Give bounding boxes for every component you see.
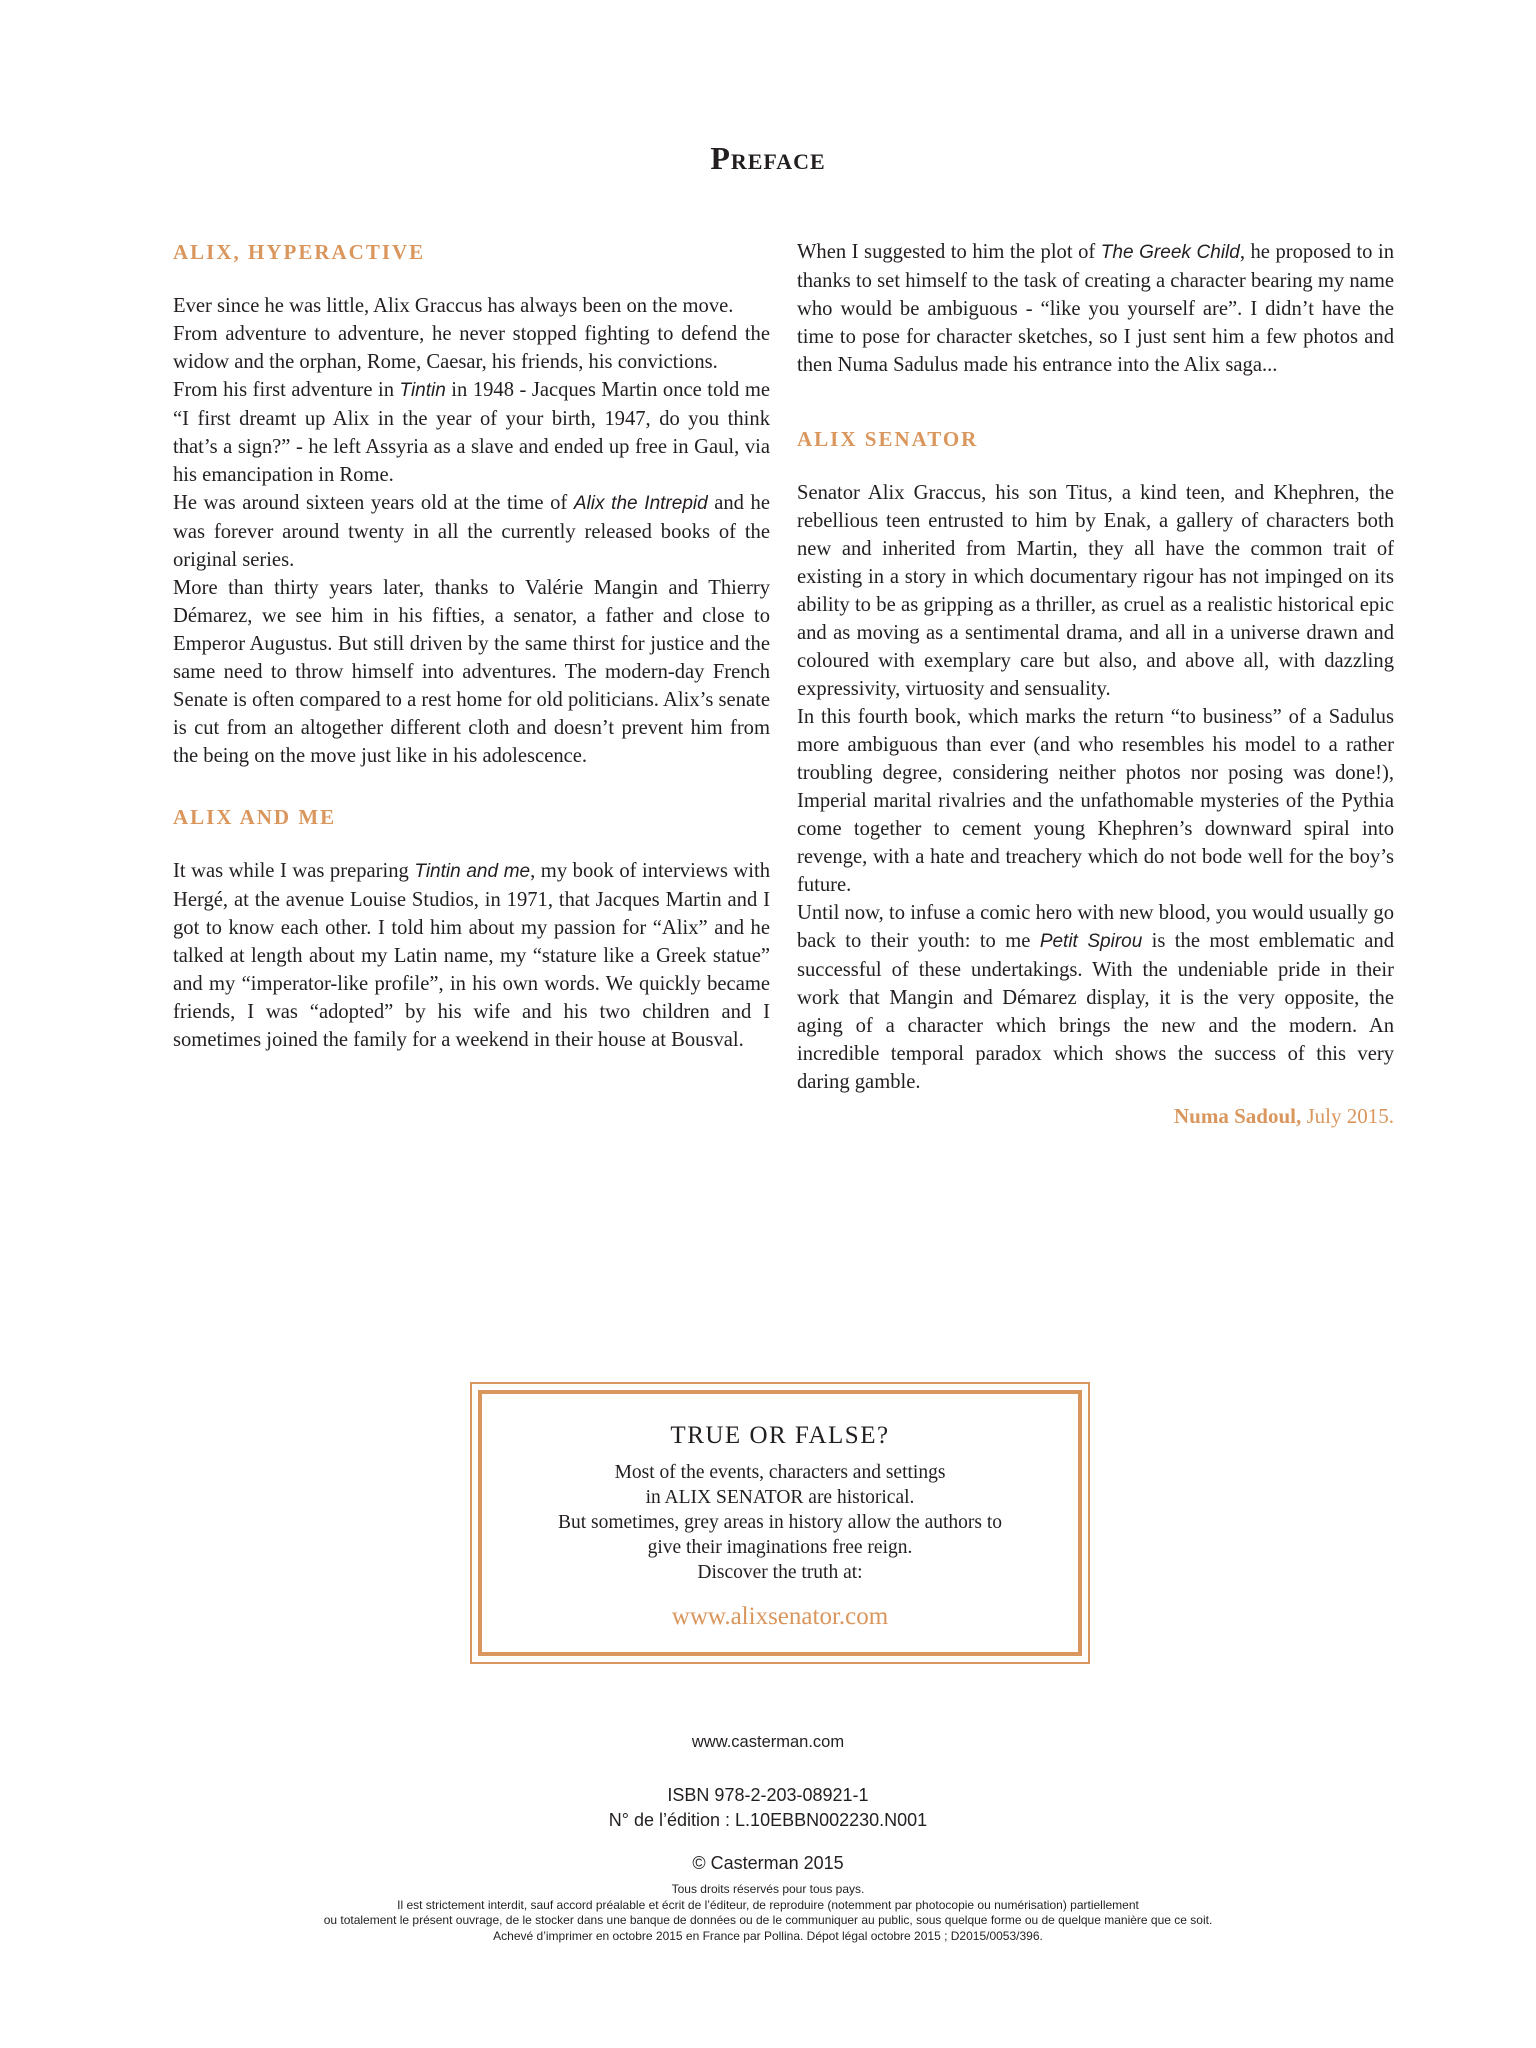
legal-line: Il est strictement interdit, sauf accord préalable et écrit de l’éditeur, de reproduire (notemment par photocopie ou numérisation) partiellement xyxy=(397,1897,1139,1912)
paragraph: From adventure to adventure, he never stopped fighting to defend the widow and the orphan, Rome, Caesar, his friends, his convictions. xyxy=(173,323,770,373)
section-heading-alix-senator: ALIX SENATOR xyxy=(797,427,979,451)
signature-date: July 2015. xyxy=(1301,1104,1394,1128)
paragraph: From his first adventure in Tintin in 1948 - Jacques Martin once told me “I first dreamt up Alix in the year of your birth, 1947, do you think that’s a sign?” - he left Assyria as a slave and ended up free in Gaul, via his emancipation in Rome. xyxy=(173,379,770,486)
book-title: Tintin and me xyxy=(414,861,531,882)
book-title: The Greek Child xyxy=(1100,242,1240,263)
book-title: Petit Spirou xyxy=(1039,931,1143,952)
box-line: But sometimes, grey areas in history allow the authors to xyxy=(557,1512,1003,1533)
signature xyxy=(797,1102,1394,1130)
author-name: Numa Sadoul, xyxy=(1174,1104,1302,1128)
legal-line: Tous droits réservés pour tous pays. xyxy=(671,1882,865,1896)
paragraph: Senator Alix Graccus, his son Titus, a kind teen, and Khephren, the rebellious teen entrusted to him by Enak, a gallery of characters both new and inherited from Martin, they all have the common trait of existing in a story in which documentary rigour has not impinged on its ability to be as gripping as a thriller, as cruel as a realistic historical epic and as moving as a sentimental drama, and all in a universe drawn and coloured with exemplary care but also, and above all, with dazzling expressivity, virtuosity and sensuality. xyxy=(797,482,1394,700)
book-title: Tintin xyxy=(399,380,446,401)
copyright: © Casterman 2015 xyxy=(692,1853,844,1873)
legal-line: Achevé d’imprimer en octobre 2015 en France par Pollina. Dépot légal octobre 2015 ; D2015/0053/396. xyxy=(493,1928,1043,1943)
box-text xyxy=(482,1460,1078,1585)
publisher-website[interactable]: www.casterman.com xyxy=(691,1733,845,1751)
legal-notice xyxy=(0,1882,1536,1944)
box-line: give their imaginations free reign. xyxy=(647,1537,913,1558)
box-line: Most of the events, characters and settings xyxy=(614,1462,946,1483)
box-line: Discover the truth at: xyxy=(697,1562,863,1583)
paragraph: Until now, to infuse a comic hero with new blood, you would usually go back to their youth: to me Petit Spirou is the most emblematic and successful of these undertakings. With the undeniable pride in their work that Mangin and Démarez display, it is the very opposite, the aging of a character which brings the new and the modern. An incredible temporal paradox which shows the success of this very daring gamble. xyxy=(797,902,1394,1093)
edition-number: N° de l’édition : L.10EBBN002230.N001 xyxy=(608,1810,928,1830)
isbn: ISBN 978-2-203-08921-1 xyxy=(667,1785,869,1805)
paragraph: He was around sixteen years old at the time of Alix the Intrepid and he was forever around twenty in all the currently released books of the original series. xyxy=(173,492,770,571)
book-title: Alix the Intrepid xyxy=(573,493,708,514)
alixsenator-link[interactable]: www.alixsenator.com xyxy=(671,1603,889,1630)
paragraph: More than thirty years later, thanks to Valérie Mangin and Thierry Démarez, we see him in his fifties, a senator, a father and close to Emperor Augustus. But still driven by the same thirst for justice and the same need to throw himself into adventures. The modern-day French Senate is often compared to a rest home for old politicians. Alix’s senate is cut from an altogether different cloth and doesn’t prevent him from the being on the move just like in his adolescence. xyxy=(173,577,770,767)
section-heading-hyperactive: ALIX, HYPERACTIVE xyxy=(173,240,426,264)
paragraph: In this fourth book, which marks the return “to business” of a Sadulus more ambiguous than ever (and who resembles his model to a rather troubling degree, considering neither photos nor posing was done!), Imperial marital rivalries and the unfathomable mysteries of the Pythia come together to cement young Khephren’s downward spiral into revenge, with a hate and treachery which do not bode well for the boy’s future. xyxy=(797,706,1394,896)
section-heading-alix-and-me: ALIX AND ME xyxy=(173,805,337,829)
paragraph: It was while I was preparing Tintin and me, my book of interviews with Hergé, at the avenue Louise Studios, in 1971, that Jacques Martin and I got to know each other. I told him about my passion for “Alix” and he talked at length about my Latin name, my “stature like a Greek statue” and my “imperator-like profile”, in his own words. We quickly became friends, I was “adopted” by his wife and his two children and I sometimes joined the family for a weekend in their house at Bousval. xyxy=(173,860,770,1051)
page-title: Preface xyxy=(710,140,826,176)
box-line: in ALIX SENATOR are historical. xyxy=(645,1487,915,1508)
legal-line: ou totalement le présent ouvrage, de le stocker dans une banque de données ou de le communiquer au public, sous quelque forme ou de quelque manière que ce soit. xyxy=(323,1913,1213,1927)
box-title: TRUE OR FALSE? xyxy=(670,1422,890,1449)
paragraph: Ever since he was little, Alix Graccus has always been on the move. xyxy=(173,295,734,317)
left-column xyxy=(173,238,770,1054)
paragraph: When I suggested to him the plot of The Greek Child, he proposed to in thanks to set himself to the task of creating a character bearing my name who would be ambiguous - “like you yourself are”. I didn’t have the time to pose for character sketches, so I just sent him a few photos and then Numa Sadulus made his entrance into the Alix saga... xyxy=(797,241,1394,376)
true-or-false-box xyxy=(470,1382,1090,1664)
right-column xyxy=(797,238,1394,1130)
isbn-block xyxy=(0,1783,1536,1833)
